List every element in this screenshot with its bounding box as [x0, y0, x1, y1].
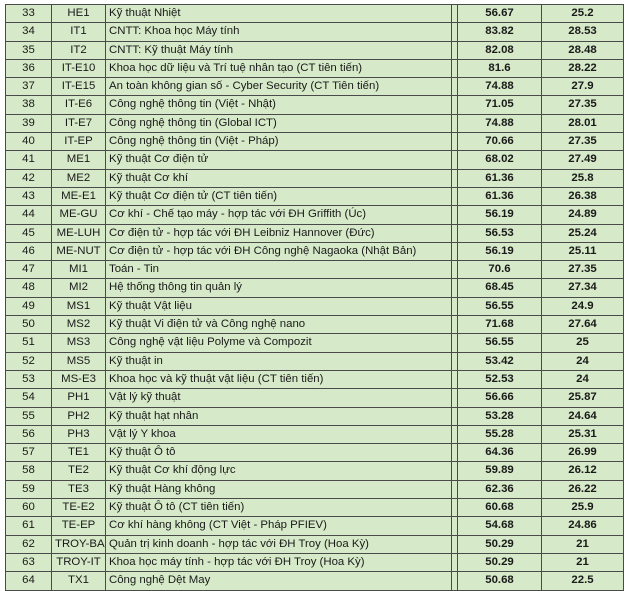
cutoff-cell: 25.11	[542, 242, 624, 260]
cutoff-cell: 25.8	[542, 169, 624, 187]
program-name-cell: Kỹ thuật Vật liệu	[106, 297, 452, 315]
cutoff-cell: 24.64	[542, 407, 624, 425]
program-code-cell: TE-EP	[52, 517, 106, 535]
row-number-cell: 62	[6, 535, 52, 553]
table-row	[6, 444, 624, 462]
row-number-cell: 47	[6, 261, 52, 279]
program-name-cell: Quản trị kinh doanh - hợp tác với ĐH Troy (Hoa Kỳ)	[106, 535, 452, 553]
program-name-cell: Kỹ thuật Cơ điện tử	[106, 151, 452, 169]
cutoff-cell: 22.5	[542, 572, 624, 590]
table-row	[6, 96, 624, 114]
program-code-cell: MS5	[52, 352, 106, 370]
program-code-cell: ME-LUH	[52, 224, 106, 242]
table-body	[6, 5, 624, 591]
score-cell: 56.19	[458, 242, 542, 260]
score-cell: 70.66	[458, 133, 542, 151]
row-number-cell: 36	[6, 59, 52, 77]
cutoff-cell: 26.12	[542, 462, 624, 480]
program-name-cell: Toán - Tin	[106, 261, 452, 279]
program-name-cell: Kỹ thuật Hàng không	[106, 480, 452, 498]
score-cell: 53.42	[458, 352, 542, 370]
program-name-cell: Kỹ thuật Nhiệt	[106, 5, 452, 23]
score-cell: 74.88	[458, 78, 542, 96]
table-row	[6, 553, 624, 571]
table-row	[6, 187, 624, 205]
score-cell: 59.89	[458, 462, 542, 480]
row-number-cell: 42	[6, 169, 52, 187]
score-cell: 54.68	[458, 517, 542, 535]
table-row	[6, 572, 624, 590]
score-cell: 56.55	[458, 297, 542, 315]
program-code-cell: MS-E3	[52, 370, 106, 388]
score-cell: 50.29	[458, 535, 542, 553]
program-code-cell: ME-GU	[52, 206, 106, 224]
program-name-cell: CNTT: Khoa học Máy tính	[106, 23, 452, 41]
program-name-cell: Kỹ thuật Cơ khí	[106, 169, 452, 187]
score-cell: 71.68	[458, 316, 542, 334]
program-name-cell: Cơ khí hàng không (CT Việt - Pháp PFIEV)	[106, 517, 452, 535]
program-name-cell: Kỹ thuật Ô tô (CT tiên tiến)	[106, 499, 452, 517]
table-row	[6, 59, 624, 77]
cutoff-cell: 25.87	[542, 389, 624, 407]
row-number-cell: 41	[6, 151, 52, 169]
table-row	[6, 206, 624, 224]
row-number-cell: 44	[6, 206, 52, 224]
row-number-cell: 51	[6, 334, 52, 352]
program-name-cell: Công nghệ thông tin (Việt - Pháp)	[106, 133, 452, 151]
program-code-cell: TE3	[52, 480, 106, 498]
score-cell: 64.36	[458, 444, 542, 462]
table-row	[6, 78, 624, 96]
table-row	[6, 389, 624, 407]
table-row	[6, 480, 624, 498]
program-code-cell: TROY-BA	[52, 535, 106, 553]
score-cell: 68.45	[458, 279, 542, 297]
program-name-cell: Kỹ thuật Ô tô	[106, 444, 452, 462]
program-code-cell: ME-NUT	[52, 242, 106, 260]
score-cell: 61.36	[458, 169, 542, 187]
row-number-cell: 43	[6, 187, 52, 205]
row-number-cell: 35	[6, 41, 52, 59]
cutoff-cell: 26.22	[542, 480, 624, 498]
program-name-cell: CNTT: Kỹ thuật Máy tính	[106, 41, 452, 59]
program-code-cell: IT-E15	[52, 78, 106, 96]
row-number-cell: 38	[6, 96, 52, 114]
program-code-cell: TE1	[52, 444, 106, 462]
row-number-cell: 48	[6, 279, 52, 297]
score-cell: 82.08	[458, 41, 542, 59]
table-row	[6, 425, 624, 443]
program-code-cell: MI1	[52, 261, 106, 279]
table-row	[6, 279, 624, 297]
row-number-cell: 46	[6, 242, 52, 260]
table-row	[6, 261, 624, 279]
cutoff-cell: 24.9	[542, 297, 624, 315]
table-row	[6, 169, 624, 187]
program-code-cell: TE-E2	[52, 499, 106, 517]
table-row	[6, 407, 624, 425]
cutoff-cell: 24.86	[542, 517, 624, 535]
program-code-cell: ME1	[52, 151, 106, 169]
cutoff-cell: 27.35	[542, 133, 624, 151]
row-number-cell: 58	[6, 462, 52, 480]
program-name-cell: Kỹ thuật Vi điện tử và Công nghệ nano	[106, 316, 452, 334]
score-cell: 56.53	[458, 224, 542, 242]
score-cell: 55.28	[458, 425, 542, 443]
row-number-cell: 45	[6, 224, 52, 242]
program-name-cell: Vật lý Y khoa	[106, 425, 452, 443]
cutoff-cell: 21	[542, 535, 624, 553]
program-code-cell: PH3	[52, 425, 106, 443]
row-number-cell: 34	[6, 23, 52, 41]
row-number-cell: 53	[6, 370, 52, 388]
score-cell: 56.67	[458, 5, 542, 23]
score-cell: 74.88	[458, 114, 542, 132]
table-row	[6, 352, 624, 370]
score-cell: 83.82	[458, 23, 542, 41]
cutoff-cell: 24	[542, 370, 624, 388]
cutoff-cell: 25	[542, 334, 624, 352]
program-code-cell: MS2	[52, 316, 106, 334]
table-row	[6, 462, 624, 480]
table-row	[6, 151, 624, 169]
score-cell: 60.68	[458, 499, 542, 517]
program-code-cell: IT1	[52, 23, 106, 41]
program-name-cell: Vật lý kỹ thuật	[106, 389, 452, 407]
cutoff-cell: 25.24	[542, 224, 624, 242]
cutoff-cell: 26.38	[542, 187, 624, 205]
table-row	[6, 114, 624, 132]
program-code-cell: IT-E6	[52, 96, 106, 114]
table-row	[6, 334, 624, 352]
row-number-cell: 57	[6, 444, 52, 462]
program-name-cell: Kỹ thuật hạt nhân	[106, 407, 452, 425]
score-cell: 62.36	[458, 480, 542, 498]
score-cell: 71.05	[458, 96, 542, 114]
cutoff-cell: 25.31	[542, 425, 624, 443]
score-cell: 53.28	[458, 407, 542, 425]
program-name-cell: Kỹ thuật Cơ khí động lực	[106, 462, 452, 480]
row-number-cell: 50	[6, 316, 52, 334]
program-name-cell: Kỹ thuật Cơ điện tử (CT tiên tiến)	[106, 187, 452, 205]
row-number-cell: 61	[6, 517, 52, 535]
program-code-cell: IT-EP	[52, 133, 106, 151]
table-row	[6, 41, 624, 59]
row-number-cell: 54	[6, 389, 52, 407]
program-code-cell: ME-E1	[52, 187, 106, 205]
cutoff-cell: 27.34	[542, 279, 624, 297]
score-cell: 50.29	[458, 553, 542, 571]
score-cell: 56.55	[458, 334, 542, 352]
program-code-cell: TX1	[52, 572, 106, 590]
table-row	[6, 5, 624, 23]
row-number-cell: 49	[6, 297, 52, 315]
row-number-cell: 56	[6, 425, 52, 443]
score-cell: 81.6	[458, 59, 542, 77]
cutoff-cell: 25.9	[542, 499, 624, 517]
cutoff-cell: 27.64	[542, 316, 624, 334]
score-cell: 61.36	[458, 187, 542, 205]
program-code-cell: MS3	[52, 334, 106, 352]
score-cell: 52.53	[458, 370, 542, 388]
program-name-cell: Kỹ thuật in	[106, 352, 452, 370]
table-row	[6, 297, 624, 315]
score-cell: 56.66	[458, 389, 542, 407]
program-code-cell: IT-E7	[52, 114, 106, 132]
program-name-cell: Công nghệ thông tin (Việt - Nhật)	[106, 96, 452, 114]
cutoff-cell: 27.49	[542, 151, 624, 169]
row-number-cell: 52	[6, 352, 52, 370]
program-code-cell: PH1	[52, 389, 106, 407]
table-row	[6, 133, 624, 151]
admission-score-table	[5, 4, 624, 591]
program-name-cell: Cơ điện tử - hợp tác với ĐH Leibniz Hannover (Đức)	[106, 224, 452, 242]
cutoff-cell: 26.99	[542, 444, 624, 462]
program-code-cell: PH2	[52, 407, 106, 425]
program-code-cell: HE1	[52, 5, 106, 23]
row-number-cell: 39	[6, 114, 52, 132]
row-number-cell: 55	[6, 407, 52, 425]
row-number-cell: 63	[6, 553, 52, 571]
score-cell: 56.19	[458, 206, 542, 224]
row-number-cell: 59	[6, 480, 52, 498]
cutoff-cell: 27.35	[542, 261, 624, 279]
table-row	[6, 242, 624, 260]
program-name-cell: Công nghệ Dệt May	[106, 572, 452, 590]
table-row	[6, 517, 624, 535]
cutoff-cell: 27.9	[542, 78, 624, 96]
score-cell: 68.02	[458, 151, 542, 169]
program-name-cell: Công nghệ thông tin (Global ICT)	[106, 114, 452, 132]
cutoff-cell: 28.48	[542, 41, 624, 59]
program-name-cell: Khoa học và kỹ thuật vật liệu (CT tiên tiến)	[106, 370, 452, 388]
program-code-cell: MS1	[52, 297, 106, 315]
row-number-cell: 40	[6, 133, 52, 151]
program-name-cell: Công nghệ vật liệu Polyme và Compozit	[106, 334, 452, 352]
row-number-cell: 60	[6, 499, 52, 517]
row-number-cell: 33	[6, 5, 52, 23]
table-row	[6, 499, 624, 517]
table-row	[6, 224, 624, 242]
cutoff-cell: 24	[542, 352, 624, 370]
table-row	[6, 535, 624, 553]
program-code-cell: MI2	[52, 279, 106, 297]
program-code-cell: ME2	[52, 169, 106, 187]
score-cell: 50.68	[458, 572, 542, 590]
program-code-cell: IT-E10	[52, 59, 106, 77]
cutoff-cell: 28.01	[542, 114, 624, 132]
program-code-cell: TE2	[52, 462, 106, 480]
program-code-cell: TROY-IT	[52, 553, 106, 571]
table-row	[6, 23, 624, 41]
program-name-cell: Cơ điện tử - hợp tác với ĐH Công nghệ Nagaoka (Nhật Bản)	[106, 242, 452, 260]
program-name-cell: Hệ thống thông tin quản lý	[106, 279, 452, 297]
cutoff-cell: 21	[542, 553, 624, 571]
row-number-cell: 37	[6, 78, 52, 96]
cutoff-cell: 28.53	[542, 23, 624, 41]
program-name-cell: Khoa học dữ liệu và Trí tuệ nhân tạo (CT tiên tiến)	[106, 59, 452, 77]
cutoff-cell: 27.35	[542, 96, 624, 114]
table-row	[6, 370, 624, 388]
program-code-cell: IT2	[52, 41, 106, 59]
cutoff-cell: 24.89	[542, 206, 624, 224]
score-cell: 70.6	[458, 261, 542, 279]
program-name-cell: Khoa học máy tính - hợp tác với ĐH Troy (Hoa Kỳ)	[106, 553, 452, 571]
program-name-cell: An toàn không gian số - Cyber Security (CT Tiên tiến)	[106, 78, 452, 96]
program-name-cell: Cơ khí - Chế tạo máy - hợp tác với ĐH Griffith (Úc)	[106, 206, 452, 224]
cutoff-cell: 28.22	[542, 59, 624, 77]
row-number-cell: 64	[6, 572, 52, 590]
cutoff-cell: 25.2	[542, 5, 624, 23]
table-row	[6, 316, 624, 334]
